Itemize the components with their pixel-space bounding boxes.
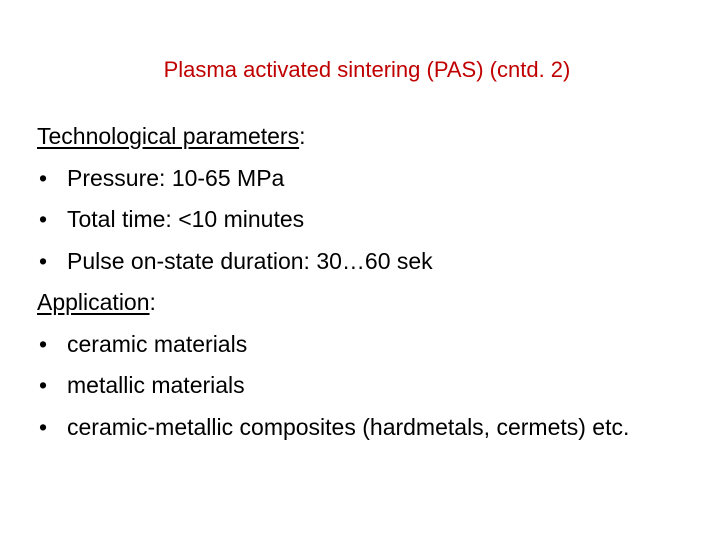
bullet-text: ceramic materials (67, 330, 248, 357)
bullet-item-pulse-duration (37, 241, 697, 283)
section-heading-colon: : (149, 289, 156, 315)
bullet-text: Pulse on-state duration: 30…60 sek (67, 247, 433, 274)
bullet-icon: • (39, 330, 48, 357)
bullet-text: Pressure: 10-65 MPa (67, 164, 285, 191)
bullet-text: Total time: <10 minutes (67, 206, 305, 232)
bullet-text: ceramic-metallic composites (hardmetals, cermets) etc. (67, 413, 630, 440)
bullet-text: metallic materials (67, 372, 245, 398)
bullet-item-metallic-materials (37, 365, 697, 407)
section-heading-colon: : (299, 123, 306, 149)
bullet-item-ceramic-materials (37, 324, 697, 366)
section-heading-application (37, 282, 697, 324)
bullet-item-pressure (37, 158, 697, 200)
bullet-icon: • (39, 206, 48, 232)
bullet-icon: • (39, 247, 48, 274)
section-heading-text: Application (37, 289, 150, 315)
bullet-item-total-time (37, 199, 697, 241)
slide-title: Plasma activated sintering (PAS) (cntd. 2) (163, 57, 571, 82)
slide-body (37, 116, 697, 448)
bullet-icon: • (39, 372, 48, 398)
bullet-icon: • (39, 413, 48, 440)
bullet-item-ceramic-metallic-composites (37, 407, 697, 449)
section-heading-technological-parameters (37, 116, 697, 158)
section-heading-text: Technological parameters (37, 123, 300, 149)
bullet-icon: • (39, 164, 48, 191)
